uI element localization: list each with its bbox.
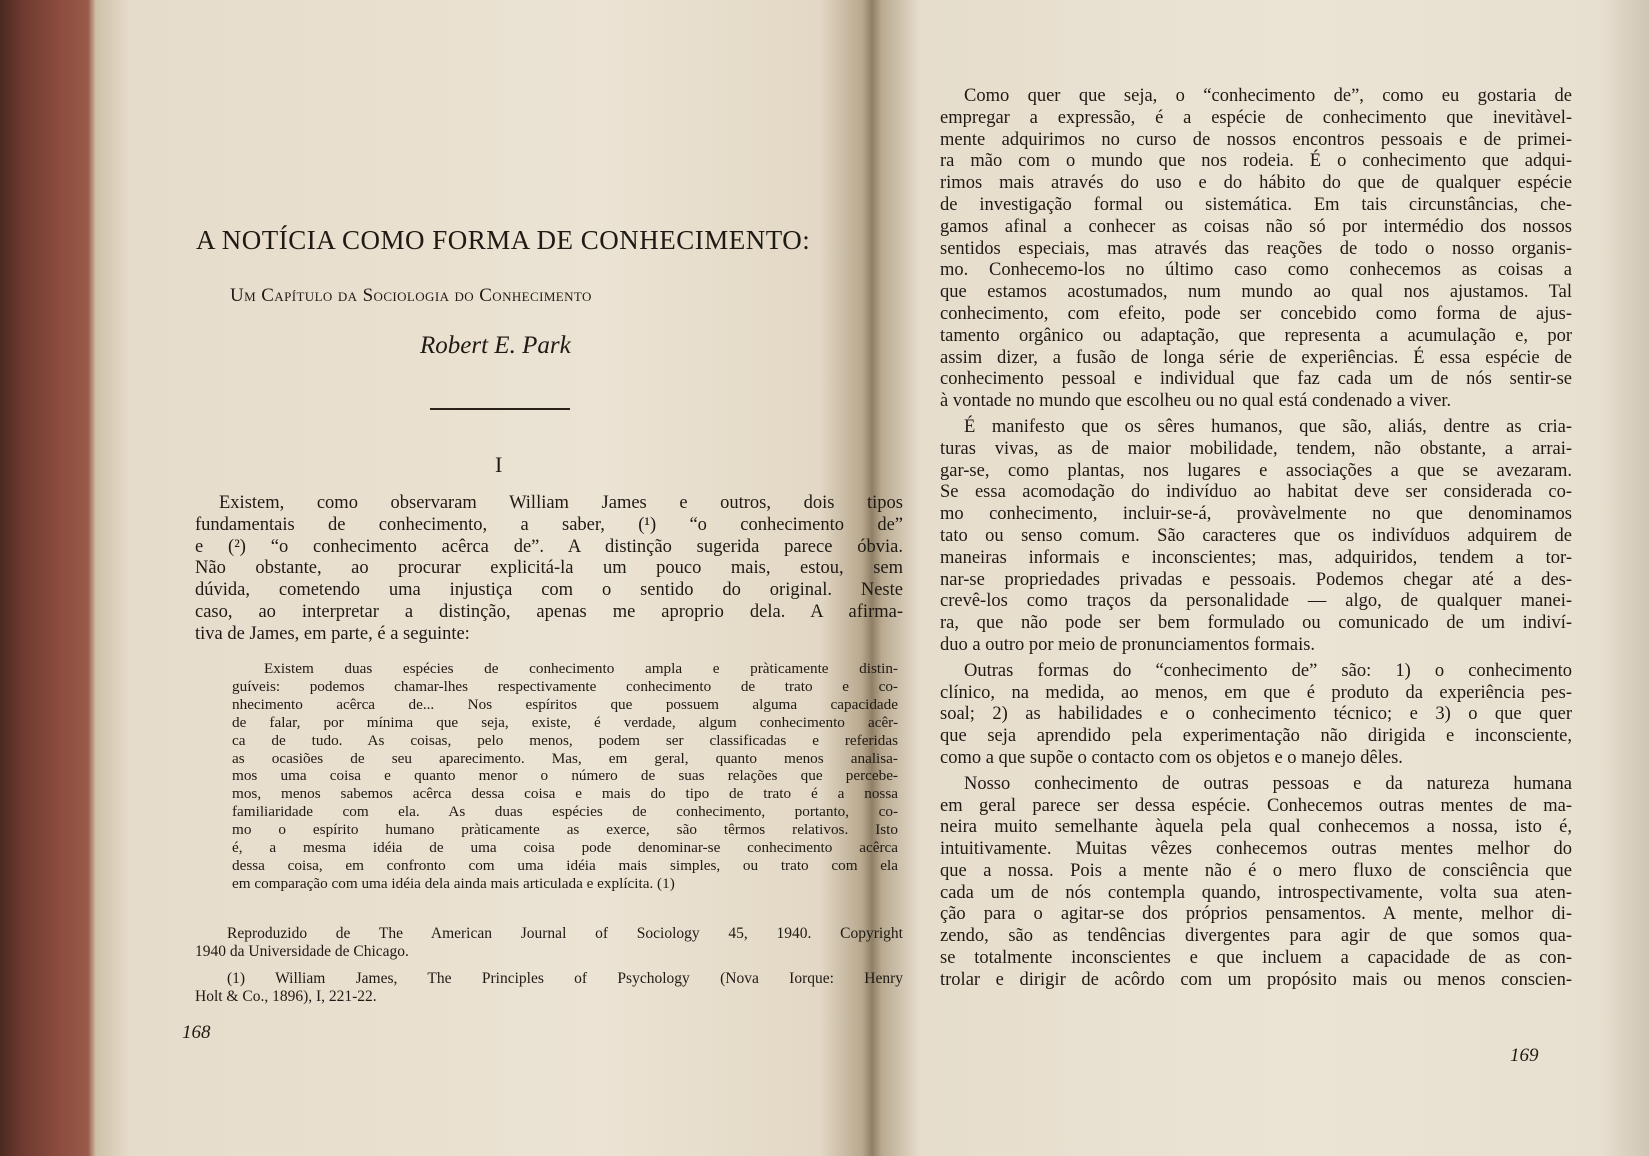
paragraph-line: que estamos acostumados, num mundo ao qual nos ajustamos. Tal (940, 282, 1572, 303)
paragraph-line: maneiras informais e inconscientes; mas, adquiridos, tendem a tor- (940, 547, 1572, 568)
paragraph-line: como a que supõe o contacto com os objetos e o manejo dêles. (940, 747, 1403, 768)
quote-line: de falar, por mínima que seja, existe, é verdade, algum conhecimento acêr- (232, 713, 898, 731)
paragraph-line: conhecimento, com efeito, pode ser concebido como forma de ajus- (940, 303, 1572, 324)
paragraph-line: que a nossa. Pois a mente não é o mero fluxo de consciência que (940, 860, 1572, 881)
quote-line: familiaridade com ela. As duas espécies de conhecimento, portanto, co- (232, 803, 898, 821)
article-title: A NOTÍCIA COMO FORMA DE CONHECIMENTO: (196, 225, 811, 255)
paragraph-line: ra mão com o mundo que nos rodeia. É o conhecimento que adqui- (940, 151, 1572, 172)
right-page-text (940, 86, 1572, 992)
paragraph-line: sentidos especiais, mas através das reações de todo o nosso organis- (940, 238, 1572, 259)
article-author: Robert E. Park (420, 332, 571, 359)
paragraph-line: conhecimento pessoal e individual que faz cada um de nós sentir-se (940, 369, 1572, 390)
paragraph-line: assim dizer, a fusão de longa série de experiências. É essa espécie de (940, 347, 1572, 368)
paragraph-line: É manifesto que os sêres humanos, que são, aliás, dentre as cria- (964, 416, 1572, 437)
paragraph-line: se totalmente inconscientes e que incluem a capacidade de as con- (940, 948, 1572, 969)
paragraph-line: e (²) “o conhecimento acêrca de”. A distinção sugerida parece óbvia. (195, 536, 903, 557)
paragraph-line: rimos mais através do uso e do hábito do que de qualquer espécie (940, 173, 1572, 194)
paragraph-line: Não obstante, ao procurar explicitá-la um pouco mais, estou, sem (195, 558, 903, 579)
paragraph-line: Nosso conhecimento de outras pessoas e da natureza humana (964, 773, 1572, 794)
paragraph-line: Como quer que seja, o “conhecimento de”, como eu gostaria de (964, 86, 1572, 106)
page-number-left: 168 (182, 1022, 211, 1043)
title-divider (430, 408, 570, 410)
paragraph-line: Existem, como observaram William James e outros, dois tipos (219, 493, 903, 513)
paragraph-line: empregar a expressão, é a espécie de conhecimento que inevitàvel- (940, 107, 1572, 128)
paragraph-line: clínico, na medida, ao menos, em que é produto da experiência pes- (940, 682, 1572, 703)
quote-line: guíveis: podemos chamar-lhes respectivamente conhecimento de trato e co- (232, 677, 898, 695)
paragraph-line: ra, que não pode ser bem formulado ou comunicado de um indiví- (940, 613, 1572, 634)
paragraph-line: crevê-los como traços da personalidade — algo, de qualquer manei- (940, 591, 1572, 612)
quote-line: em comparação com uma idéia dela ainda mais articulada e explícita. (1) (232, 874, 675, 892)
quote-line: as ocasiões de seu aparecimento. Mas, em geral, quanto menos analisa- (232, 749, 898, 767)
quote-line: ca de tudo. As coisas, pelo menos, podem ser classificadas e referidas (232, 731, 898, 749)
paragraph-line: tamento orgânico ou adaptação, que representa a acumulação e, por (940, 325, 1572, 346)
right-page (880, 0, 1649, 1156)
paragraph-line: turas vivas, as de maior mobilidade, tendem, não obstante, a arrai- (940, 438, 1572, 459)
right-paragraph (940, 417, 1572, 657)
paragraph-line: tato ou senso comum. São caracteres que os indivíduos adquirem de (940, 525, 1572, 546)
paragraph-line: intuitivamente. Muitas vêzes conhecemos outras mentes melhor do (940, 839, 1572, 860)
paragraph-line: dúvida, cometendo uma injustiça com o sentido do original. Neste (195, 580, 903, 601)
quote-line: é, a mesma idéia de uma coisa pode denominar-se conhecimento acêrca (232, 839, 898, 857)
quote-line: Existem duas espécies de conhecimento ampla e pràticamente distin- (264, 660, 898, 677)
footnote-line: Reproduzido de The American Journal of Sociology 45, 1940. Copyright (227, 925, 903, 942)
section-number: I (495, 452, 503, 477)
paragraph-line: cada um de nós contempla quando, introspectivamente, volta sua aten- (940, 882, 1572, 903)
quote-line: mo o espírito humano pràticamente as exerce, são têrmos relativos. Isto (232, 821, 898, 839)
right-paragraph (940, 661, 1572, 770)
paragraph-line: duo a outro por meio de pronunciamentos formais. (940, 634, 1316, 655)
right-paragraph (940, 86, 1572, 413)
paragraph-line: mo conhecimento, incluir-se-á, provàvelmente no que denominamos (940, 504, 1572, 525)
paragraph-line: caso, ao interpretar a distinção, apenas me aproprio dela. A afirma- (195, 601, 903, 622)
paragraph-line: soal; 2) as habilidades e o conhecimento técnico; e 3) o que quer (940, 704, 1572, 725)
opening-paragraph (195, 493, 903, 646)
footnotes (195, 925, 903, 1005)
paragraph-line: zendo, são as tendências divergentes para agir de que somos qua- (940, 926, 1572, 947)
paragraph-line: Outras formas do “conhecimento de” são: 1) o conhecimento (964, 660, 1572, 681)
paragraph-line: trolar e dirigir de acôrdo com um propósito mais ou menos conscien- (940, 969, 1572, 990)
quote-line: nhecimento acêrca de... Nos espíritos que possuem alguma capacidade (232, 695, 898, 713)
page-number-right: 169 (1510, 1045, 1539, 1066)
footnote-line: (1) William James, The Principles of Psychology (Nova Iorque: Henry (227, 970, 903, 988)
block-quote (232, 660, 898, 893)
paragraph-line: mo. Conhecemo-los no último caso como conhecemos as coisas a (940, 260, 1572, 281)
footnote-line: 1940 da Universidade de Chicago. (195, 942, 409, 960)
paragraph-line: em geral parece ser dessa espécie. Conhecemos outras mentes de ma- (940, 795, 1572, 816)
right-paragraph (940, 774, 1572, 992)
paragraph-line: à vontade no mundo que escolheu ou no qual está condenado a viver. (940, 391, 1452, 412)
left-page (100, 0, 903, 1156)
paragraph-line: de investigação formal ou sistemática. Em tais circunstâncias, che- (940, 194, 1572, 215)
paragraph-line: neira muito semelhante àquela pela qual conhecemos a nossa, isto é, (940, 817, 1572, 838)
paragraph-line: gamos afinal a conhecer as coisas não só por intermédio dos nossos (940, 216, 1572, 237)
quote-line: mos, menos sabemos acêrca dessa coisa e mais do tipo de trato é a nossa (232, 785, 898, 803)
article-subtitle: Um Capítulo da Sociologia do Conhecimento (230, 285, 592, 306)
paragraph-line: ção para o agitar-se dos próprios pensamentos. A mente, melhor di- (940, 904, 1572, 925)
paragraph-line: nar-se propriedades privadas e pessoais. Podemos chegar até a des- (940, 569, 1572, 590)
paragraph-line: que seja aprendido pela experimentação não dirigida e inconsciente, (940, 726, 1572, 747)
footnote-gap (195, 960, 903, 970)
paragraph-line: Se essa acomodação do indivíduo ao habitat deve ser considerada co- (940, 482, 1572, 503)
paragraph-line: fundamentais de conhecimento, a saber, (¹) “o conhecimento de” (195, 514, 903, 535)
footnote-line: Holt & Co., 1896), I, 221-22. (195, 987, 377, 1005)
paragraph-line: mente adquirimos no curso de nossos encontros pessoais e de primei- (940, 129, 1572, 150)
quote-line: mos uma coisa e quanto menor o número de suas relações que percebe- (232, 767, 898, 785)
paragraph-line: gar-se, como plantas, nos lugares e associações a que se avezaram. (940, 460, 1572, 481)
paragraph-line: tiva de James, em parte, é a seguinte: (195, 623, 470, 644)
quote-line: dessa coisa, em confronto com uma idéia mais simples, ou trato com ela (232, 856, 898, 874)
